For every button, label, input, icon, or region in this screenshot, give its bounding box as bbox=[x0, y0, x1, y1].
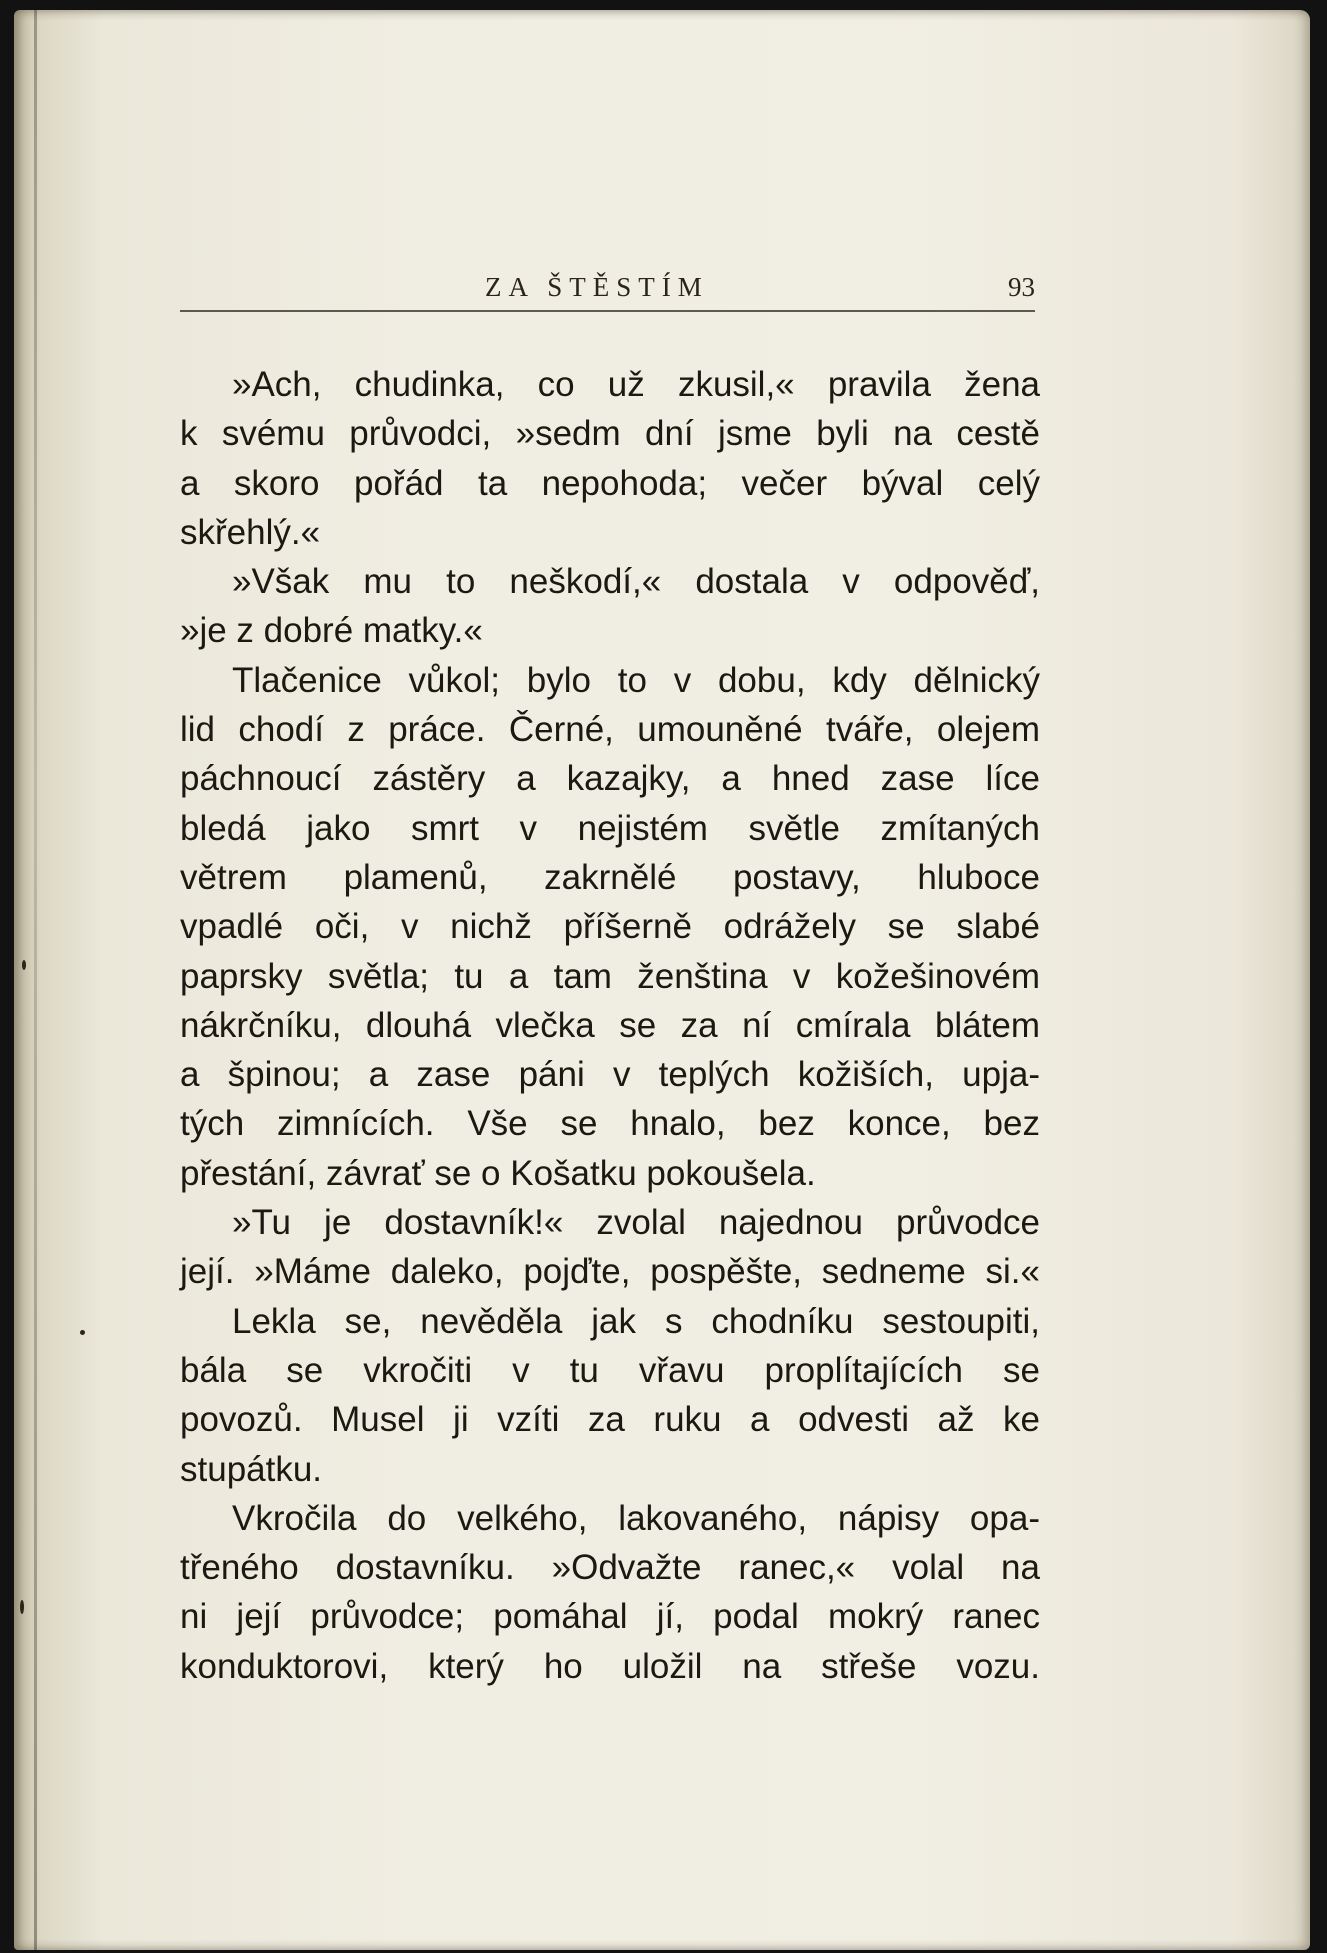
page-number: 93 bbox=[1008, 272, 1035, 302]
text-line: její. »Máme daleko, pojďte, pospěšte, sedneme si.« bbox=[180, 1252, 1040, 1292]
text-line: vpadlé oči, v nichž příšerně odrážely se slabé bbox=[180, 907, 1040, 947]
text-line: »Tu je dostavník!« zvolal najednou průvodce bbox=[232, 1203, 1040, 1243]
text-line: »Ach, chudinka, co už zkusil,« pravila žena bbox=[232, 365, 1040, 404]
text-line: Vkročila do velkého, lakovaného, nápisy opa- bbox=[232, 1498, 1040, 1538]
text-line: »je z dobré matky.« bbox=[180, 611, 483, 651]
text-line: větrem plamenů, zakrnělé postavy, hluboce bbox=[180, 857, 1040, 897]
text-line: páchnoucí zástěry a kazajky, a hned zase líce bbox=[180, 759, 1040, 799]
text-line: bledá jako smrt v nejistém světle zmítaných bbox=[180, 808, 1040, 848]
text-line: bála se vkročiti v tu vřavu proplítajících se bbox=[180, 1350, 1040, 1390]
page-header bbox=[180, 268, 1035, 312]
paper-speck bbox=[22, 960, 26, 970]
text-line: nákrčníku, dlouhá vlečka se za ní cmírala blátem bbox=[180, 1005, 1040, 1045]
text-line: povozů. Musel ji vzíti za ruku a odvesti až ke bbox=[180, 1400, 1040, 1440]
running-title: ZA ŠTĚSTÍM bbox=[485, 272, 709, 302]
text-line: a špinou; a zase páni v teplých kožiších, upja- bbox=[180, 1055, 1040, 1095]
text-line: k svému průvodci, »sedm dní jsme byli na cestě bbox=[180, 414, 1040, 454]
text-line: konduktorovi, který ho uložil na střeše vozu. bbox=[180, 1646, 1040, 1686]
text-line: přestání, závrať se o Košatku pokoušela. bbox=[180, 1153, 816, 1193]
binding-gutter bbox=[34, 10, 37, 1950]
text-line: skřehlý.« bbox=[180, 512, 321, 552]
text-line: Lekla se, nevěděla jak s chodníku sestoupiti, bbox=[232, 1301, 1040, 1341]
paper-speck bbox=[80, 1330, 85, 1335]
text-line: Tlačenice vůkol; bylo to v dobu, kdy dělnický bbox=[232, 660, 1040, 700]
text-line: »Však mu to neškodí,« dostala v odpověď, bbox=[232, 562, 1040, 602]
text-line: lid chodí z práce. Černé, umouněné tváře, olejem bbox=[180, 710, 1040, 750]
text-line: stupátku. bbox=[180, 1449, 323, 1489]
body-text bbox=[180, 360, 1040, 1691]
text-line: třeného dostavníku. »Odvažte ranec,« volal na bbox=[180, 1548, 1040, 1588]
text-line: a skoro pořád ta nepohoda; večer býval celý bbox=[180, 463, 1040, 503]
header-rule bbox=[180, 310, 1035, 312]
paper-speck bbox=[20, 1600, 24, 1614]
text-line: tých zimnících. Vše se hnalo, bez konce, bez bbox=[180, 1104, 1040, 1144]
text-line: ni její průvodce; pomáhal jí, podal mokrý ranec bbox=[180, 1597, 1040, 1637]
text-line: paprsky světla; tu a tam ženština v kožešinovém bbox=[180, 956, 1040, 996]
